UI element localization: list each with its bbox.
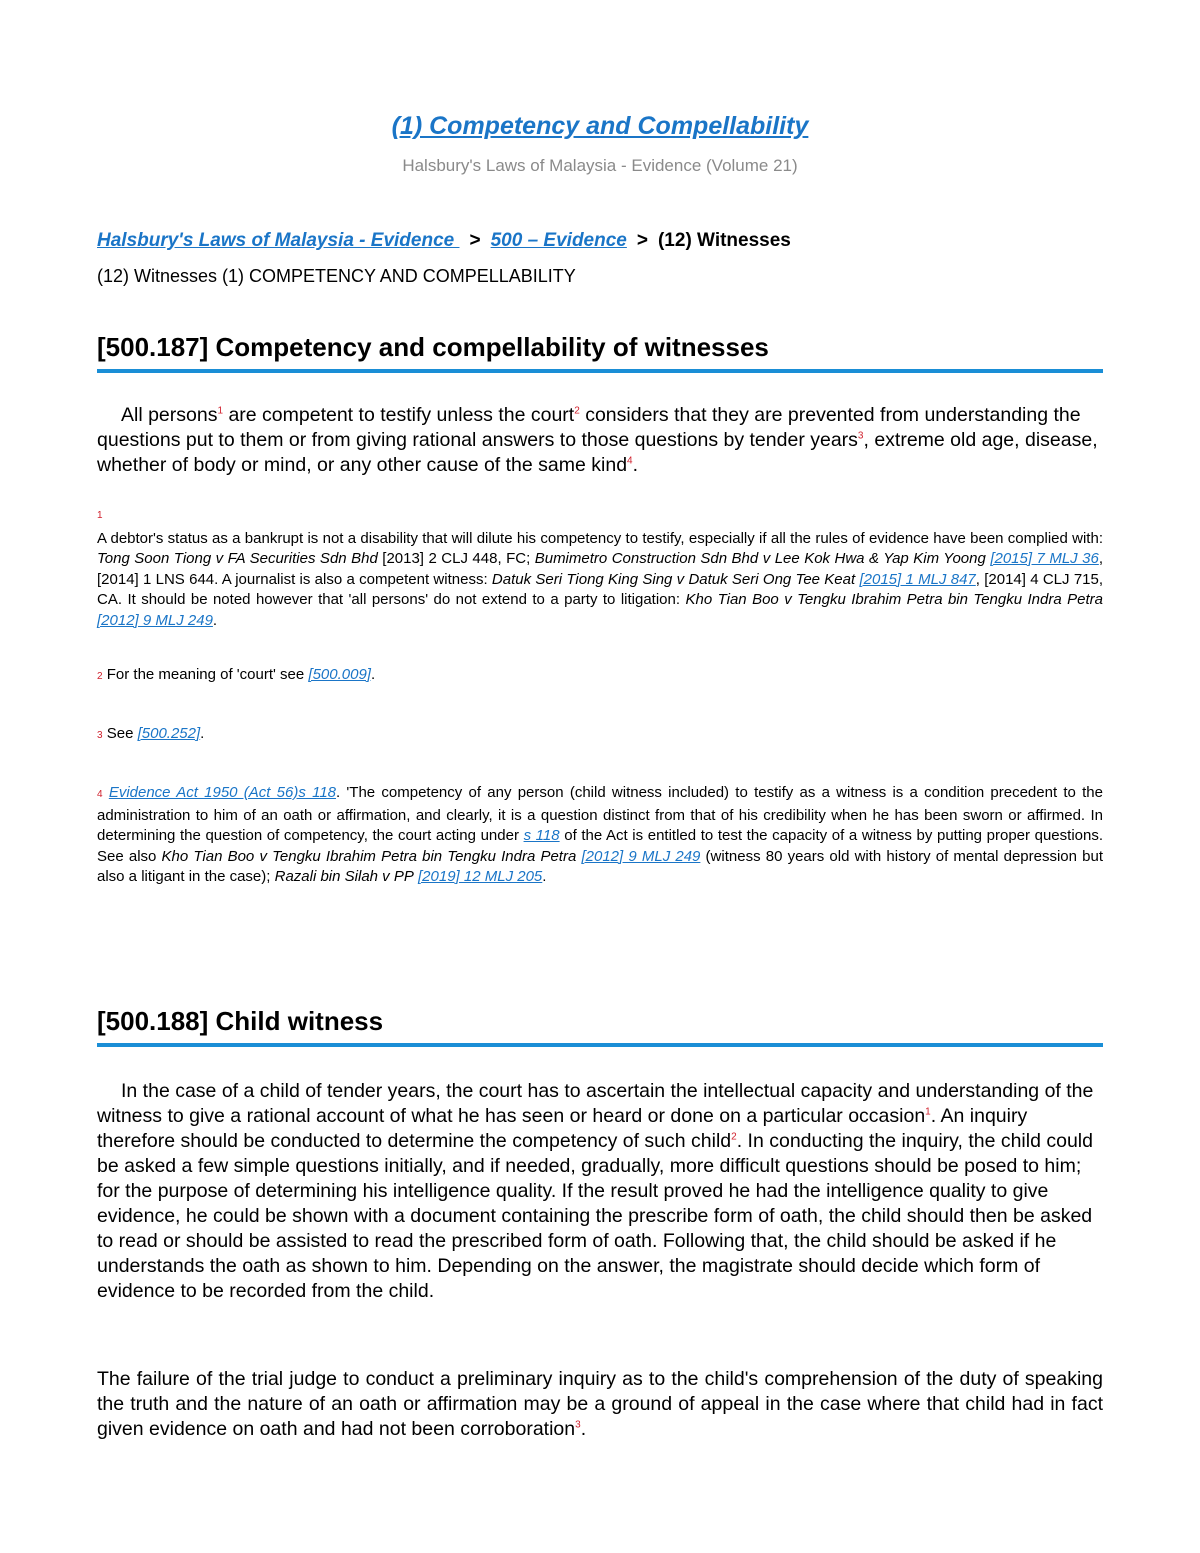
breadcrumb-separator: > (636, 230, 648, 251)
citation-link[interactable]: [2012] 9 MLJ 249 (97, 611, 213, 629)
section-heading-500-187: [500.187] Competency and compellability of witnesses (97, 332, 1103, 373)
citation-link[interactable]: [500.252] (137, 725, 201, 742)
footnote-ref[interactable]: 3 (575, 1419, 581, 1431)
case-name: Datuk Seri Tiong King Sing v Datuk Seri Ong Tee Keat (491, 570, 856, 588)
breadcrumb-item-evidence[interactable]: 500 – Evidence (490, 230, 627, 251)
case-name: Kho Tian Boo v Tengku Ibrahim Petra bin Tengku Indra Petra (161, 847, 577, 865)
footnote-ref[interactable]: 2 (574, 405, 580, 417)
section-link[interactable]: s 118 (523, 827, 560, 844)
document-path: (12) Witnesses (1) COMPETENCY AND COMPELLABILITY (97, 266, 576, 286)
footnote-ref[interactable]: 3 (857, 430, 864, 442)
footnote-ref[interactable]: 1 (217, 405, 224, 417)
citation-link[interactable]: [2012] 9 MLJ 249 (581, 847, 701, 865)
case-name: Kho Tian Boo v Tengku Ibrahim Petra bin Tengku Indra Petra (685, 591, 1103, 608)
case-name: Razali bin Silah v PP (274, 868, 414, 885)
page-subtitle: Halsbury's Laws of Malaysia - Evidence (Volume 21) (402, 156, 798, 175)
footnote-4: 4 Evidence Act 1950 (Act 56)s 118. 'The competency of any person (child witness included) to testify as a witness is a condition precedent to the administration to him of an oath or affirmation, and clearly, it is a question distinct from that of his credibility when he has been sworn or affirmed. In determining the question of competency, the court acting under s 118 of the Act is entitled to test the capacity of a witness by putting proper questions. See also Kho Tian Boo v Tengku Ibrahim Petra bin Tengku Indra Petra [2012] 9 MLJ 249 (witness 80 years old with history of mental depression but also a litigant in the case); Razali bin Silah v PP [2019] 12 MLJ 205. (97, 784, 1104, 885)
citation-link[interactable]: [500.009] (308, 666, 371, 683)
section-2-paragraph-2: The failure of the trial judge to conduct a preliminary inquiry as to the child's comprehension of the duty of speaking the truth and the nature of an oath or affirmation may be a ground of appeal in the case where that child had in fact given evidence on oath and had not been corroboration$^3$. (97, 1368, 1103, 1440)
footnote-2: 2 For the meaning of 'court' see [500.009]. (97, 666, 376, 683)
footnote-mark: 1 (97, 510, 103, 521)
footnote-3: 3 See [500.252]. (97, 725, 205, 742)
section-1-paragraph: All persons$^1$ are competent to testify unless the court$^2$ considers that they are prevented from understanding the questions put to them or from giving rational answers to those questions by tender years$^3$, extreme old age, disease, whether of body or mind, or any other cause of the same kind$^4$. (97, 404, 1098, 476)
breadcrumb-separator: > (469, 230, 481, 251)
citation-link[interactable]: [2015] 7 MLJ 36 (990, 550, 1099, 567)
section-heading-500-188: [500.188] Child witness (97, 1006, 1103, 1047)
case-name: Bumimetro Construction Sdn Bhd v Lee Kok Hwa & Yap Kim Yoong (534, 550, 986, 567)
breadcrumb-item-witnesses: (12) Witnesses (657, 230, 791, 251)
breadcrumb (97, 230, 791, 252)
citation-link[interactable]: [2019] 12 MLJ 205 (418, 868, 543, 885)
citation-link[interactable]: [2015] 1 MLJ 847 (859, 570, 976, 588)
footnote-ref[interactable]: 2 (731, 1131, 737, 1143)
breadcrumb-item-halsburys[interactable]: Halsbury's Laws of Malaysia - Evidence (97, 230, 460, 251)
section-2-paragraph-1: In the case of a child of tender years, the court has to ascertain the intellectual capacity and understanding of the witness to give a rational account of what he has seen or heard or done on a particular occasion$^1$. An inquiry therefore should be conducted to determine the competency of such child$^2$. In conducting the inquiry, the child could be asked a few simple questions initially, and if needed, gradually, more difficult questions should be posed to him; for the purpose of determining his intelligence quality. If the result proved he had the intelligence quality to give evidence, he could be shown with a document containing the prescribe form of oath, the child should then be asked to read or should be assisted to read the prescribed form of oath. Following that, the child should be asked if he understands the oath as shown to him. Depending on the answer, the magistrate should decide which form of evidence to be recorded from the child. (97, 1080, 1094, 1302)
footnote-ref[interactable]: 4 (627, 455, 633, 467)
statute-link[interactable]: Evidence Act 1950 (Act 56)s 118 (108, 784, 337, 801)
page-title[interactable]: (1) Competency and Compellability (391, 112, 809, 140)
footnote-ref[interactable]: 1 (925, 1106, 931, 1118)
footnote-1: 1 A debtor's status as a bankrupt is not a disability that will dilute his competency to testify, especially if all the rules of evidence have been complied with: Tong Soon Tiong v FA Securities Sdn Bhd [2013] 2 CLJ 448, FC; Bumimetro Construction Sdn Bhd v Lee Kok Hwa & Yap Kim Yoong [2015] 7 MLJ 36, [2014] 1 LNS 644. A journalist is also a competent witness: Datuk Seri Tiong King Sing v Datuk Seri Ong Tee Keat [2015] 1 MLJ 847, [2014] 4 CLJ 715, CA. It should be noted however that 'all persons' do not extend to a party to litigation: Kho Tian Boo v Tengku Ibrahim Petra bin Tengku Indra Petra [2012] 9 MLJ 249. (97, 506, 1103, 631)
case-name: Tong Soon Tiong v FA Securities Sdn Bhd (97, 550, 378, 567)
